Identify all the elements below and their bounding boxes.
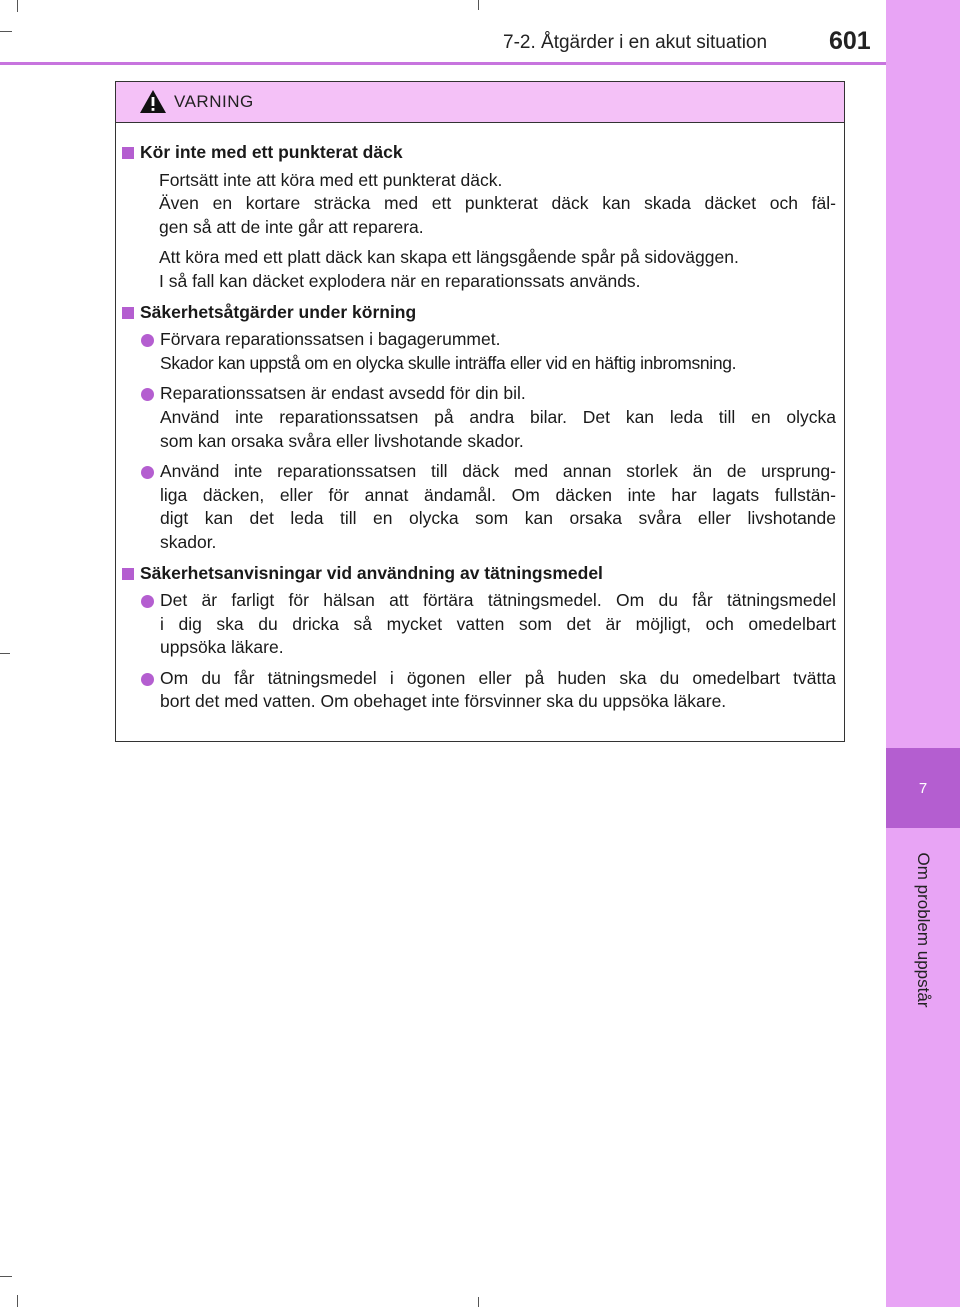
warning-icon	[139, 89, 167, 114]
section-heading-text: Kör inte med ett punkterat däck	[140, 142, 403, 162]
text-line: Använd inte reparationssatsen på andra bilar. Det kan leda till en olycka	[160, 406, 836, 427]
text-line: Om du får tätningsmedel i ögonen eller på huden ska du omedelbart tvätta	[160, 667, 836, 688]
header-rule	[0, 62, 886, 65]
list-item	[141, 667, 836, 714]
list-item	[141, 382, 836, 453]
text-line: Fortsätt inte att köra med ett punkterat däck.	[159, 169, 503, 190]
round-bullet-icon	[141, 595, 154, 608]
text-line: Även en kortare sträcka med ett punkterat däck kan skada däcket och fäl-	[159, 193, 836, 214]
text-line: uppsöka läkare.	[160, 637, 284, 658]
text-line: Förvara reparationssatsen i bagagerummet.	[160, 329, 501, 350]
crop-mark	[478, 0, 479, 10]
list-item	[141, 328, 836, 375]
warning-body	[116, 123, 844, 714]
text-line: digt kan det leda till en olycka som kan orsaka svåra eller livshotande	[160, 508, 836, 529]
text-line: Skador kan uppstå om en olycka skulle inträffa eller vid en häftig inbromsning.	[160, 352, 737, 373]
text-line: i dig ska du dricka så mycket vatten som det är möjligt, och omedelbart	[160, 613, 836, 634]
section-header: 7-2. Åtgärder i en akut situation	[503, 32, 768, 53]
round-bullet-icon	[141, 466, 154, 479]
chapter-title: Om problem uppstår	[914, 852, 933, 1008]
section-heading	[122, 141, 836, 165]
section-heading-text: Säkerhetsanvisningar vid användning av tätningsmedel	[140, 562, 603, 583]
crop-mark	[478, 1297, 479, 1307]
text-line: gen så att de inte går att reparera.	[159, 216, 424, 237]
crop-mark	[0, 31, 12, 32]
text-line: som kan orsaka svåra eller livshotande skador.	[160, 430, 524, 451]
warning-box	[115, 81, 845, 742]
chapter-number: 7	[918, 779, 928, 797]
chapter-number-tab	[886, 748, 960, 828]
list-item	[141, 589, 836, 660]
warning-header	[116, 82, 844, 123]
crop-mark	[0, 1276, 12, 1277]
section-heading	[122, 301, 836, 325]
text-line: I så fall kan däcket explodera när en reparationssats används.	[159, 270, 641, 291]
crop-mark	[17, 1295, 18, 1307]
text-line: skador.	[160, 531, 217, 552]
page-number: 601	[829, 27, 871, 55]
section-heading-text: Säkerhetsåtgärder under körning	[140, 301, 417, 322]
square-bullet-icon	[122, 568, 134, 580]
square-bullet-icon	[122, 147, 134, 159]
crop-mark	[0, 653, 10, 654]
paragraph	[159, 169, 836, 240]
paragraph	[159, 246, 836, 293]
text-line: Det är farligt för hälsan att förtära tätningsmedel. Om du får tätningsmedel	[160, 590, 836, 611]
text-line: liga däcken, eller för annat ändamål. Om däcken inte har lagats fullstän-	[160, 484, 836, 505]
round-bullet-icon	[141, 388, 154, 401]
text-line: Reparationssatsen är endast avsedd för din bil.	[160, 383, 526, 404]
chapter-sidebar	[886, 0, 960, 1307]
text-line: Använd inte reparationssatsen till däck med annan storlek än de ursprung-	[160, 461, 836, 482]
crop-mark	[17, 0, 18, 12]
list-item	[141, 460, 836, 554]
text-line: bort det med vatten. Om obehaget inte försvinner ska du uppsöka läkare.	[160, 691, 727, 712]
text-line: Att köra med ett platt däck kan skapa ett längsgående spår på sidoväggen.	[159, 247, 739, 268]
round-bullet-icon	[141, 334, 154, 347]
section-heading	[122, 562, 836, 586]
warning-title: VARNING	[174, 92, 254, 111]
square-bullet-icon	[122, 307, 134, 319]
round-bullet-icon	[141, 673, 154, 686]
